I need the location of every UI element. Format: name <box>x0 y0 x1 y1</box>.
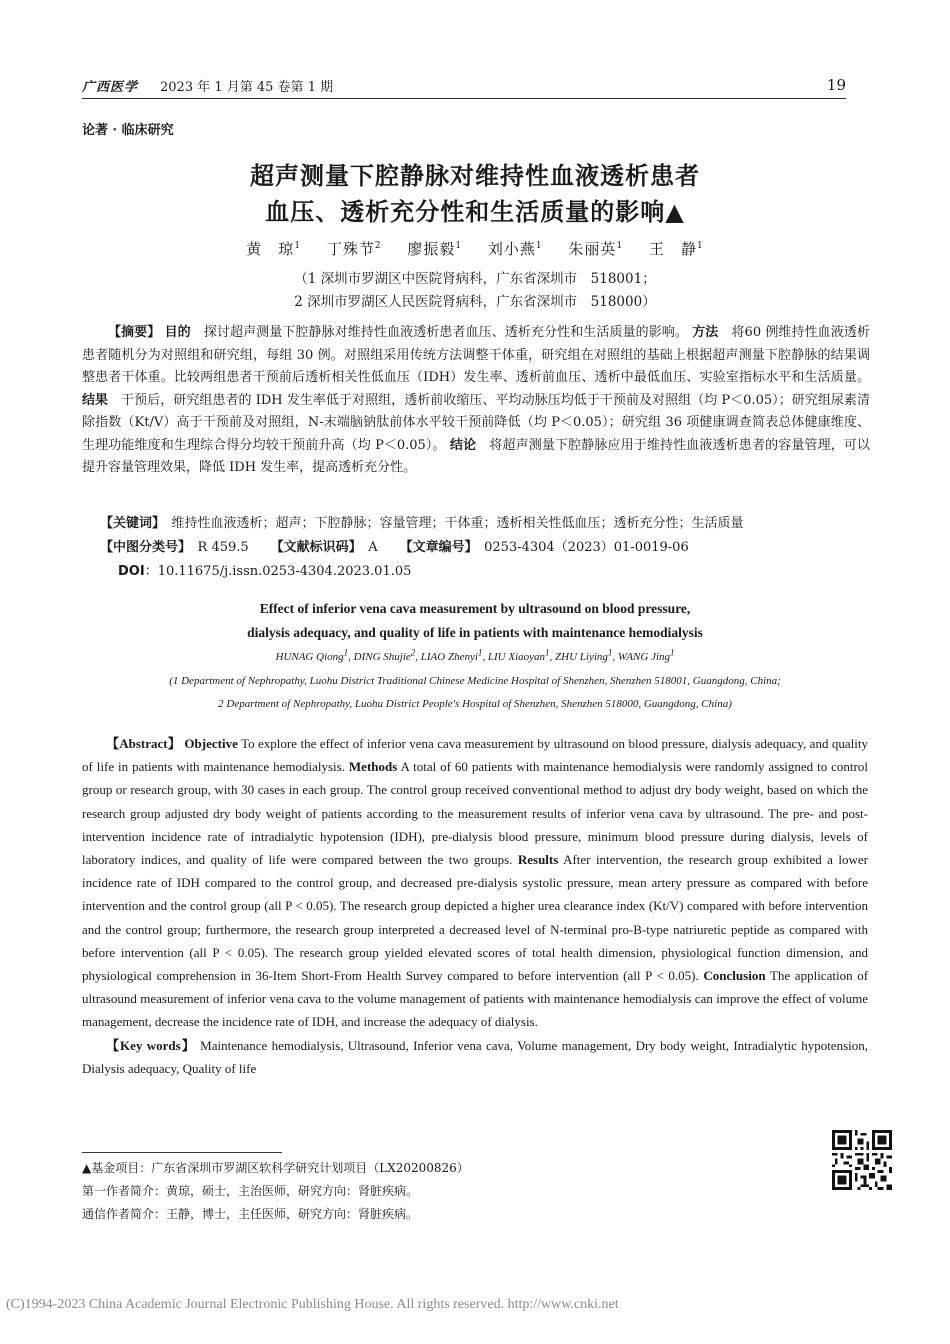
author-en: LIAO Zhenyi <box>420 651 478 663</box>
author-cn: 丁殊节$^2$ <box>326 240 382 258</box>
abstract-en <box>82 732 868 1080</box>
author-en: HUNAG Qiong <box>275 651 344 663</box>
doi-label: DOI <box>118 564 145 579</box>
author-cn: 王 静$^1$ <box>648 240 704 258</box>
keywords-cn <box>100 513 870 535</box>
affiliation-en-2: 2 Department of Nephropathy, Luohu District People's Hospital of Shenzhen, Shenzhen 518000, Guangdong, China) <box>218 698 732 710</box>
article-number-label: 【文章编号】 <box>399 540 472 555</box>
issue-info: 2023 年 1 月第 45 卷第 1 期 <box>160 80 334 95</box>
keywords-en-label: 【Key words】 <box>106 1037 196 1053</box>
results-en: After intervention, the research group exhibited a lower incidence rate of IDH compared to the control group, and decreased pre-dialysis systolic pressure, mean artery pressure as compared with before intervention and the control group (all P < 0.05). The research group depicted a higher urea clearance index (Kt/V) compared with before intervention and the control group; furthermore, the research group interpreted a decreased level of N-terminal pro-B-type natriuretic peptide as compared with before intervention (all P < 0.05). The research group yielded elevated scores of total health dimension, physiological function dimension, and physiological comprehension in 36-Item Short-From Health Survey compared to before intervention (all P < 0.05). <box>82 852 869 984</box>
methods-cn-label: 方法 <box>692 325 719 340</box>
author-cn: 黄 琼$^1$ <box>246 240 302 258</box>
conclusion-cn-label: 结论 <box>449 437 477 453</box>
methods-en: A total of 60 patients with maintenance hemodialysis were randomly assigned to control group or research group, with 30 cases in each group. The control group received conventional method to adjust dry body weight, based on which the research group adjusted dry body weight of patients according to the measurement results of inferior vena cava by ultrasound. The pre- and post-intervention incidence rate of intradialytic hypotension (IDH), pre-dialysis blood pressure, minimum blood pressure during dialysis, levels of laboratory indices, and quality of life were compared between the two groups. <box>82 759 868 868</box>
footnote-funding: ▲基金项目：广东省深圳市罗湖区软科学研究计划项目（LX20200826） <box>82 1161 469 1175</box>
authors-en: HUNAG Qiong$^1$, DING Shujie$^2$, LIAO Zhenyi$^1$, LIU Xiaoyan$^1$, ZHU Liying$^1$, WANG Jing$^1$ <box>275 647 675 663</box>
title-cn-line1: 超声测量下腔静脉对维持性血液透析患者 <box>250 162 700 190</box>
methods-en-label: Methods <box>348 759 398 775</box>
clc-value: R 459.5 <box>197 540 249 555</box>
results-cn-label: 结果 <box>82 392 109 408</box>
results-cn: 干预后，研究组患者的 IDH 发生率低于对照组，透析前收缩压、平均动脉压均低于干预前及对照组（均 P＜0.05）；研究组尿素清除指数（Kt/V）高于干预前及对照组，N-末端脑钠肽前体水平较干预前降低（均 P＜0.05）；研究组 36 项健康调查简表总体健康维度、生理功能维度和生理综合得分均较干预前升高（均 P＜0.05）。 <box>82 392 870 453</box>
abstract-cn <box>82 322 870 480</box>
journal-name: 广西医学 <box>82 80 139 95</box>
author-cn: 朱丽英$^1$ <box>568 240 624 258</box>
header-rule <box>82 98 846 99</box>
objective-cn-label: 目的 <box>164 325 191 340</box>
clc-label: 【中图分类号】 <box>100 540 185 555</box>
keywords-cn-text: 维持性血液透析；超声；下腔静脉；容量管理；干体重；透析相关性低血压；透析充分性；生活质量 <box>171 516 744 531</box>
affiliation-en-1: (1 Department of Nephropathy, Luohu District Traditional Chinese Medicine Hospital of Shenzhen, Shenzhen 518001, Guangdong, China; <box>169 675 781 687</box>
qr-code-icon[interactable] <box>832 1130 892 1190</box>
article-number-value: 0253-4304（2023）01-0019-06 <box>484 540 689 555</box>
author-en: WANG Jing <box>617 651 671 663</box>
conclusion-en-label: Conclusion <box>703 968 766 984</box>
keywords-en-text: Maintenance hemodialysis, Ultrasound, Inferior vena cava, Volume management, Dry body weight, Intradialytic hypotension, Dialysis adequacy, Quality of life <box>82 1037 868 1076</box>
doi-line <box>118 561 888 583</box>
author-en: DING Shujie <box>353 651 411 663</box>
author-cn: 刘小燕$^1$ <box>487 240 543 258</box>
author-en: LIU Xiaoyan <box>487 651 546 663</box>
section-tag: 论著 · 临床研究 <box>82 123 174 138</box>
title-cn-line2: 血压、透析充分性和生活质量的影响▲ <box>265 198 685 226</box>
methods-cn: 将60 例维持性血液透析患者随机分为对照组和研究组，每组 30 例。对照组采用传统方法调整干体重，研究组在对照组的基础上根据超声测量下腔静脉的结果调整患者干体重。比较两组患者干预前后透析相关性低血压（IDH）发生率、透析前血压、透析中最低血压、实验室指标水平和生活质量。 <box>82 325 870 385</box>
conclusion-cn: 将超声测量下腔静脉应用于维持性血液透析患者的容量管理，可以提升容量管理效果，降低 IDH 发生率，提高透析充分性。 <box>82 437 870 475</box>
affiliation-cn-2: 2 深圳市罗湖区人民医院肾病科，广东省深圳市 518000） <box>294 294 656 310</box>
conclusion-en: The application of ultrasound measurement of inferior vena cava to the volume management of patients with maintenance hemodialysis can improve the effect of volume management, decrease the incidence rate of IDH, and increase the adequacy of dialysis. <box>82 968 869 1030</box>
doi-value[interactable]: ：10.11675/j.issn.0253-4304.2023.01.05 <box>144 564 412 579</box>
abstract-en-label: 【Abstract】 <box>106 736 181 751</box>
title-en-line2: dialysis adequacy, and quality of life in patients with maintenance hemodialysis <box>247 625 703 640</box>
affiliation-cn-1: （1 深圳市罗湖区中医院肾病科，广东省深圳市 518001； <box>294 271 656 287</box>
footnote-rule <box>82 1152 282 1153</box>
author-cn: 廖振毅$^1$ <box>407 240 463 258</box>
footnote-first-author: 第一作者简介：黄琼，硕士，主治医师，研究方向：肾脏疾病。 <box>82 1184 419 1198</box>
cnki-footer: (C)1994-2023 China Academic Journal Electronic Publishing House. All rights reserved. http://www.cnki.net <box>6 1297 619 1312</box>
results-en-label: Results <box>517 852 559 868</box>
abstract-cn-label: 【摘要】 <box>108 325 161 340</box>
objective-en-label: Objective <box>184 736 238 751</box>
page-number: 19 <box>826 76 846 94</box>
doc-code-value: A <box>368 540 378 555</box>
objective-cn: 探讨超声测量下腔静脉对维持性血液透析患者血压、透析充分性和生活质量的影响。 <box>203 325 688 340</box>
classification-cn <box>100 537 870 559</box>
title-en-line1: Effect of inferior vena cava measurement by ultrasound on blood pressure, <box>259 601 691 616</box>
authors-cn <box>82 238 868 259</box>
doc-code-label: 【文献标识码】 <box>270 540 356 555</box>
keywords-cn-label: 【关键词】 <box>100 516 159 531</box>
footnote-corresponding-author: 通信作者简介：王静，博士，主任医师，研究方向：肾脏疾病。 <box>82 1207 419 1221</box>
objective-en: To explore the effect of inferior vena cava measurement by ultrasound on blood pressure, dialysis adequacy, and quality of life in patients with maintenance hemodialysis. <box>82 736 868 775</box>
author-en: ZHU Liying <box>555 651 608 663</box>
